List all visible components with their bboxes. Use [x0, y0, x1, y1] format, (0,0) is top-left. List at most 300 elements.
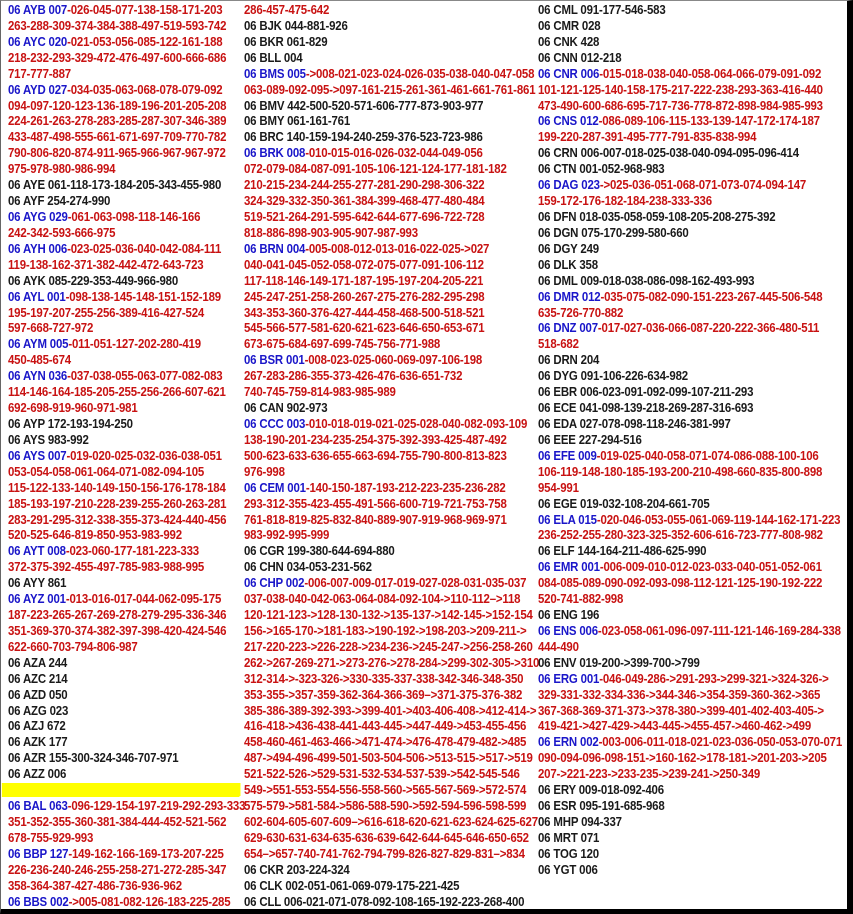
code-continuation-line: [538, 129, 842, 145]
code-prefix: 06 CCC 003: [244, 415, 306, 431]
code-text: 06 EDA 027-078-098-118-246-381-997: [538, 415, 731, 431]
code-continuation-line: [538, 527, 842, 543]
code-numbers: -023-058-061-096-097-111-121-146-169-284-338: [597, 622, 841, 638]
code-numbers: 450-485-674: [8, 352, 71, 368]
code-entry-line: [538, 416, 842, 432]
code-entry-line: [244, 18, 539, 34]
code-continuation-line: [8, 480, 245, 496]
code-numbers: 500-623-633-636-655-663-694-755-790-800-813-823: [244, 447, 507, 463]
code-numbers: 094-097-120-123-136-189-196-201-205-208: [8, 97, 227, 113]
code-continuation-line: [244, 161, 539, 177]
code-prefix: 06 BSR 001: [244, 352, 305, 368]
code-continuation-line: [244, 177, 539, 193]
code-numbers: ->025-036-051-068-071-073-074-094-147: [599, 177, 807, 193]
code-numbers: 975-978-980-986-994: [8, 161, 116, 177]
code-numbers: 602-604-605-607-609–>616-618-620-621-623-624-625-627: [244, 814, 538, 830]
code-prefix: 06 AYT 008: [8, 543, 66, 559]
code-numbers: 159-172-176-182-184-238-333-336: [538, 193, 712, 209]
code-entry-line: [8, 448, 245, 464]
code-numbers: 329-331-332-334-336->344-346->354-359-360-362->365: [538, 686, 821, 702]
code-numbers: 195-197-207-255-256-389-416-427-524: [8, 304, 205, 320]
code-entry-line: [8, 273, 245, 289]
column-2: [244, 2, 539, 910]
code-numbers: 367-368-369-371-373->378-380->399-401-402-403-405->: [538, 702, 824, 718]
code-numbers: 790-806-820-874-911-965-966-967-967-972: [8, 145, 226, 161]
code-continuation-line: [244, 289, 539, 305]
code-numbers: -034-035-063-068-078-079-092: [67, 81, 223, 97]
code-text: 06 BKR 061-829: [244, 33, 328, 49]
code-text: 06 AYY 861: [8, 575, 67, 591]
code-prefix: 06 BRN 004: [244, 240, 306, 256]
code-entry-line: [538, 798, 842, 814]
code-text: 06 AYE 061-118-173-184-205-343-455-980: [8, 177, 222, 193]
code-numbers: -061-063-098-118-146-166: [67, 208, 201, 224]
code-entry-line: [8, 655, 245, 671]
code-entry-line: [244, 113, 539, 129]
code-continuation-line: [8, 320, 245, 336]
code-continuation-line: [8, 305, 245, 321]
code-numbers: 114-146-164-185-205-255-256-266-607-621: [8, 384, 226, 400]
code-prefix: 06 DAG 023: [538, 177, 600, 193]
code-continuation-line: [8, 559, 245, 575]
code-text: 06 AYP 172-193-194-250: [8, 415, 133, 431]
code-entry-line: [244, 50, 539, 66]
code-entry-line: [538, 400, 842, 416]
code-entry-line: [538, 655, 842, 671]
code-continuation-line: [8, 257, 245, 273]
code-entry-line: [8, 846, 245, 862]
code-text: 06 YGT 006: [538, 861, 598, 877]
code-continuation-line: [8, 400, 245, 416]
code-prefix: 06 ENS 006: [538, 622, 598, 638]
code-numbers: 976-998: [244, 463, 285, 479]
code-text: 06 EEE 227-294-516: [538, 431, 642, 447]
code-entry-line: [8, 575, 245, 591]
code-numbers: 090-094-096-098-151->160-162->178-181->201-203->205: [538, 750, 827, 766]
code-prefix: 06 ERG 001: [538, 670, 600, 686]
code-numbers: 115-122-133-140-149-150-156-176-178-184: [8, 479, 226, 495]
code-entry-line: [8, 193, 245, 209]
code-numbers: 487->494-496-499-501-503-504-506->513-515->517->519: [244, 750, 533, 766]
code-continuation-line: [244, 193, 539, 209]
code-numbers: -019-020-025-032-036-038-051: [66, 447, 222, 463]
highlight-row: [2, 783, 240, 797]
code-numbers: -003-006-011-018-021-023-036-050-053-070-071: [598, 734, 843, 750]
code-text: 06 AYS 983-992: [8, 431, 89, 447]
code-entry-line: [8, 766, 245, 782]
code-prefix: 06 CHP 002: [244, 575, 305, 591]
code-entry-line: [538, 814, 842, 830]
code-continuation-line: [8, 607, 245, 623]
code-numbers: 063-089-092-095->097-161-215-261-361-461-661-761-861: [244, 81, 536, 97]
code-entry-line: [538, 209, 842, 225]
code-numbers: 549->551-553-554-556-558-560->565-567-569->572-574: [244, 782, 527, 798]
code-numbers: 351-369-370-374-382-397-398-420-424-546: [8, 622, 227, 638]
code-continuation-line: [8, 129, 245, 145]
code-continuation-line: [538, 305, 842, 321]
code-continuation-line: [244, 384, 539, 400]
code-numbers: 740-745-759-814-983-985-989: [244, 384, 396, 400]
code-prefix: 06 AYC 020: [8, 33, 68, 49]
code-continuation-line: [244, 464, 539, 480]
code-entry-line: [8, 671, 245, 687]
code-continuation-line: [244, 336, 539, 352]
code-prefix: 06 AYS 007: [8, 447, 67, 463]
code-numbers: 520-741-882-998: [538, 591, 624, 607]
code-numbers: 236-252-255-280-323-325-352-606-616-723-777-808-982: [538, 527, 823, 543]
code-entry-line: [538, 496, 842, 512]
code-numbers: 218-232-293-329-472-476-497-600-666-686: [8, 49, 227, 65]
code-entry-line: [244, 878, 539, 894]
code-numbers: -006-009-010-012-023-033-040-051-052-061: [599, 559, 822, 575]
code-continuation-line: [244, 671, 539, 687]
code-continuation-line: [538, 766, 842, 782]
code-continuation-line: [244, 320, 539, 336]
code-text: 06 AZA 244: [8, 654, 68, 670]
code-continuation-line: [244, 703, 539, 719]
code-text: 06 MHP 094-337: [538, 814, 622, 830]
code-continuation-line: [538, 591, 842, 607]
code-numbers: -023-060-177-181-223-333: [65, 543, 199, 559]
code-numbers: 120-121-123->128-130-132->135-137->142-145->152-154: [244, 607, 533, 623]
code-entry-line: [538, 113, 842, 129]
code-continuation-line: [538, 718, 842, 734]
code-entry-line: [8, 209, 245, 225]
code-continuation-line: [538, 687, 842, 703]
code-prefix: 06 AYZ 001: [8, 591, 66, 607]
code-entry-line: [538, 34, 842, 50]
code-text: 06 CAN 902-973: [244, 400, 328, 416]
code-text: 06 CMR 028: [538, 17, 601, 33]
code-prefix: 06 AYH 006: [8, 240, 68, 256]
code-numbers: -026-045-077-138-158-171-203: [67, 2, 223, 17]
code-prefix: 06 AYN 036: [8, 368, 68, 384]
code-entry-line: [244, 862, 539, 878]
code-numbers: -096-129-154-197-219-292-293-333: [67, 798, 246, 814]
code-entry-line: [8, 34, 245, 50]
code-numbers: 343-353-360-376-427-444-458-468-500-518-521: [244, 304, 485, 320]
code-numbers: 040-041-045-052-058-072-075-077-091-106-112: [244, 256, 484, 272]
code-numbers: -098-138-145-148-151-152-189: [65, 288, 221, 304]
code-numbers: 622-660-703-794-806-987: [8, 638, 138, 654]
code-entry-line: [8, 289, 245, 305]
code-continuation-line: [244, 623, 539, 639]
code-continuation-line: [8, 384, 245, 400]
code-numbers: -019-025-040-058-071-074-086-088-100-106: [596, 447, 819, 463]
code-continuation-line: [8, 161, 245, 177]
code-text: 06 TOG 120: [538, 845, 599, 861]
code-prefix: 06 EFE 009: [538, 447, 597, 463]
code-prefix: 06 ELA 015: [538, 511, 597, 527]
code-numbers: -010-015-016-026-032-044-049-056: [305, 145, 483, 161]
code-numbers: 433-487-498-555-661-671-697-709-770-782: [8, 129, 227, 145]
code-continuation-line: [244, 814, 539, 830]
code-numbers: 199-220-287-391-495-777-791-835-838-994: [538, 129, 757, 145]
code-entry-line: [8, 336, 245, 352]
code-entry-line: [244, 400, 539, 416]
code-numbers: 312-314->-323-326->330-335-337-338-342-346-348-350: [244, 670, 524, 686]
code-continuation-line: [244, 750, 539, 766]
code-continuation-line: [244, 766, 539, 782]
code-text: 06 ECE 041-098-139-218-269-287-316-693: [538, 400, 754, 416]
code-text: 06 ENV 019-200->399-700->799: [538, 654, 700, 670]
code-continuation-line: [244, 607, 539, 623]
column-1: [8, 2, 245, 910]
code-prefix: 06 BMS 005: [244, 65, 306, 81]
code-text: 06 AYF 254-274-990: [8, 193, 111, 209]
code-entry-line: [8, 432, 245, 448]
code-numbers: 761-818-819-825-832-840-889-907-919-968-969-971: [244, 511, 507, 527]
code-continuation-line: [538, 336, 842, 352]
code-continuation-line: [244, 639, 539, 655]
code-entry-line: [8, 591, 245, 607]
code-entry-line: [8, 241, 245, 257]
code-entry-line: [538, 846, 842, 862]
code-numbers: -017-027-036-066-087-220-222-366-480-511: [597, 320, 820, 336]
code-continuation-line: [538, 82, 842, 98]
code-entry-line: [538, 161, 842, 177]
code-numbers: -035-075-082-090-151-223-267-445-506-548: [600, 288, 823, 304]
code-entry-line: [538, 352, 842, 368]
code-continuation-line: [538, 193, 842, 209]
code-text: 06 AZR 155-300-324-346-707-971: [8, 750, 179, 766]
code-continuation-line: [244, 82, 539, 98]
code-continuation-line: [8, 145, 245, 161]
code-entry-line: [538, 368, 842, 384]
code-text: 06 EBR 006-023-091-092-099-107-211-293: [538, 384, 754, 400]
code-numbers: -140-150-187-193-212-223-235-236-282: [305, 479, 506, 495]
code-entry-line: [538, 734, 842, 750]
code-continuation-line: [244, 591, 539, 607]
code-numbers: 210-215-234-244-255-277-281-290-298-306-322: [244, 177, 485, 193]
code-continuation-line: [8, 862, 245, 878]
code-text: 06 AZK 177: [8, 734, 68, 750]
code-numbers: 217-220-223->226-228->234-236->245-247->256-258-260: [244, 638, 533, 654]
code-entry-line: [538, 543, 842, 559]
code-continuation-line: [244, 225, 539, 241]
code-continuation-line: [538, 98, 842, 114]
code-continuation-line: [244, 718, 539, 734]
code-numbers: 293-312-355-423-455-491-566-600-719-721-753-758: [244, 495, 507, 511]
code-continuation-line: [8, 623, 245, 639]
code-entry-line: [8, 734, 245, 750]
code-numbers: 954-991: [538, 479, 579, 495]
code-entry-line: [8, 687, 245, 703]
code-numbers: 717-777-887: [8, 65, 71, 81]
code-prefix: 06 AYB 007: [8, 2, 68, 17]
code-prefix: 06 CNR 006: [538, 65, 600, 81]
code-entry-line: [244, 145, 539, 161]
code-entry-line: [538, 2, 842, 18]
code-prefix: 06 EMR 001: [538, 559, 600, 575]
code-prefix: 06 AYD 027: [8, 81, 68, 97]
code-continuation-line: [244, 448, 539, 464]
code-numbers: -021-053-056-085-122-161-188: [67, 33, 223, 49]
code-numbers: -037-038-055-063-077-082-083: [67, 368, 223, 384]
code-entry-line: [244, 559, 539, 575]
code-numbers: 520-525-646-819-850-953-983-992: [8, 527, 182, 543]
code-entry-line: [538, 177, 842, 193]
code-prefix: 06 BAL 063: [8, 798, 68, 814]
code-continuation-line: [8, 66, 245, 82]
code-continuation-line: [8, 512, 245, 528]
code-numbers: 473-490-600-686-695-717-736-778-872-898-984-985-993: [538, 97, 823, 113]
code-text: 06 CTN 001-052-968-983: [538, 161, 665, 177]
highlight-fragment: [236, 783, 240, 796]
code-continuation-line: [8, 50, 245, 66]
code-continuation-line: [244, 368, 539, 384]
code-continuation-line: [8, 464, 245, 480]
code-numbers: -020-046-053-055-061-069-119-144-162-171-223: [596, 511, 841, 527]
code-prefix: 06 ERN 002: [538, 734, 599, 750]
code-text: 06 AYK 085-229-353-449-966-980: [8, 272, 179, 288]
code-continuation-line: [538, 480, 842, 496]
code-text: 06 ENG 196: [538, 607, 600, 623]
code-continuation-line: [244, 830, 539, 846]
code-entry-line: [244, 129, 539, 145]
code-numbers: 597-668-727-972: [8, 320, 94, 336]
code-entry-line: [538, 320, 842, 336]
code-entry-line: [8, 2, 245, 18]
code-entry-line: [244, 241, 539, 257]
code-continuation-line: [538, 464, 842, 480]
code-entry-line: [538, 671, 842, 687]
code-entry-line: [538, 273, 842, 289]
code-numbers: 518-682: [538, 336, 579, 352]
code-numbers: 575-579->581-584->586-588-590->592-594-596-598-599: [244, 798, 527, 814]
code-continuation-line: [8, 98, 245, 114]
code-numbers: 053-054-058-061-064-071-082-094-105: [8, 463, 205, 479]
code-numbers: 419-421->427-429->443-445->455-457->460-462->499: [538, 718, 812, 734]
code-numbers: 545-566-577-581-620-621-623-646-650-653-671: [244, 320, 485, 336]
code-entry-line: [538, 432, 842, 448]
code-numbers: 635-726-770-882: [538, 304, 624, 320]
code-text: 06 DRN 204: [538, 352, 600, 368]
code-numbers: 372-375-392-455-497-785-983-988-995: [8, 559, 205, 575]
code-numbers: 458-460-461-463-466->471-474->476-478-479-482->485: [244, 734, 527, 750]
code-continuation-line: [244, 432, 539, 448]
code-numbers: 267-283-286-355-373-426-476-636-651-732: [244, 368, 463, 384]
code-continuation-line: [538, 750, 842, 766]
code-entry-line: [538, 289, 842, 305]
code-text: 06 DYG 091-106-226-634-982: [538, 368, 688, 384]
code-numbers: -086-089-106-115-133-139-147-172-174-187: [598, 113, 820, 129]
code-text: 06 AZZ 006: [8, 766, 67, 782]
code-numbers: -013-016-017-044-062-095-175: [65, 591, 222, 607]
code-numbers: 245-247-251-258-260-267-275-276-282-295-298: [244, 288, 485, 304]
code-text: 06 BMY 061-161-761: [244, 113, 351, 129]
code-numbers: 324-329-332-350-361-384-399-468-477-480-484: [244, 193, 485, 209]
code-numbers: ->005-081-082-126-183-225-285: [68, 893, 231, 909]
code-continuation-line: [8, 225, 245, 241]
code-entry-line: [538, 257, 842, 273]
code-continuation-line: [8, 527, 245, 543]
code-entry-line: [244, 543, 539, 559]
code-numbers: 156->165-170->181-183->190-192->198-203->209-211->: [244, 622, 527, 638]
code-entry-line: [538, 18, 842, 34]
code-text: 06 ERY 009-018-092-406: [538, 782, 664, 798]
code-prefix: 06 BBS 002: [8, 893, 69, 909]
code-entry-line: [538, 50, 842, 66]
code-entry-line: [538, 448, 842, 464]
code-text: 06 CHN 034-053-231-562: [244, 559, 372, 575]
code-numbers: 629-630-631-634-635-636-639-642-644-645-646-650-652: [244, 829, 529, 845]
code-continuation-line: [244, 512, 539, 528]
code-numbers: 286-457-475-642: [244, 2, 330, 17]
code-entry-line: [538, 225, 842, 241]
code-continuation-line: [244, 273, 539, 289]
code-numbers: 678-755-929-993: [8, 829, 94, 845]
code-numbers: -005-008-012-013-016-022-025->027: [305, 240, 490, 256]
code-numbers: 351-352-355-360-381-384-444-452-521-562: [8, 814, 227, 830]
code-entry-line: [538, 145, 842, 161]
code-text: 06 AZJ 672: [8, 718, 66, 734]
code-numbers: 521-522-526->529-531-532-534-537-539->542-545-546: [244, 766, 520, 782]
code-numbers: 654–>657-740-741-762-794-799-826-827-829-831–>834: [244, 845, 525, 861]
code-entry-line: [8, 703, 245, 719]
code-continuation-line: [244, 527, 539, 543]
code-continuation-line: [538, 703, 842, 719]
code-numbers: 519-521-264-291-595-642-644-677-696-722-728: [244, 208, 485, 224]
code-numbers: 818-886-898-903-905-907-987-993: [244, 224, 418, 240]
code-entry-line: [538, 623, 842, 639]
code-continuation-line: [244, 2, 539, 18]
code-continuation-line: [8, 830, 245, 846]
code-numbers: 072-079-084-087-091-105-106-121-124-177-181-182: [244, 161, 507, 177]
code-numbers: 358-364-387-427-486-736-936-962: [8, 877, 182, 893]
code-continuation-line: [8, 878, 245, 894]
code-numbers: ->008-021-023-024-026-035-038-040-047-058: [305, 65, 535, 81]
code-continuation-line: [538, 639, 842, 655]
code-text: 06 BRC 140-159-194-240-259-376-523-723-986: [244, 129, 483, 145]
code-continuation-line: [244, 209, 539, 225]
code-entry-line: [538, 66, 842, 82]
code-text: 06 BJK 044-881-926: [244, 17, 348, 33]
code-numbers: 117-118-146-149-171-187-195-197-204-205-221: [244, 272, 484, 288]
code-text: 06 EGE 019-032-108-204-661-705: [538, 495, 710, 511]
code-numbers: 106-119-148-180-185-193-200-210-498-660-835-800-898: [538, 463, 823, 479]
code-continuation-line: [8, 352, 245, 368]
code-text: 06 DGN 075-170-299-580-660: [538, 224, 689, 240]
code-continuation-line: [8, 113, 245, 129]
code-text: 06 AZG 023: [8, 702, 69, 718]
code-numbers: 692-698-919-960-971-981: [8, 400, 138, 416]
code-text: 06 BMV 442-500-520-571-606-777-873-903-977: [244, 97, 484, 113]
code-entry-line: [244, 480, 539, 496]
code-entry-line: [538, 862, 842, 878]
code-numbers: 084-085-089-090-092-093-098-112-121-125-190-192-222: [538, 575, 823, 591]
code-numbers: -010-018-019-021-025-028-040-082-093-109: [305, 415, 528, 431]
code-entry-line: [244, 34, 539, 50]
code-numbers: 385-386-389-392-393->399-401->403-406-408->412-414->: [244, 702, 537, 718]
code-entry-line: [8, 177, 245, 193]
code-text: 06 MRT 071: [538, 829, 600, 845]
code-entry-line: [538, 830, 842, 846]
code-entry-line: [8, 416, 245, 432]
code-numbers: 185-193-197-210-228-239-255-260-263-281: [8, 495, 227, 511]
code-text: 06 DFN 018-035-058-059-108-205-208-275-392: [538, 208, 776, 224]
code-numbers: 138-190-201-234-235-254-375-392-393-425-487-492: [244, 431, 507, 447]
code-text: 06 AZD 050: [8, 686, 68, 702]
code-numbers: -046-049-286->291-293->299-321->324-326->: [599, 670, 829, 686]
code-entry-line: [244, 66, 539, 82]
code-text: 06 DLK 358: [538, 256, 598, 272]
code-entry-line: [8, 368, 245, 384]
code-entry-line: [538, 512, 842, 528]
code-entry-line: [538, 241, 842, 257]
code-numbers: 416-418->436-438-441-443-445->447-449->453-455-456: [244, 718, 527, 734]
code-entry-line: [538, 559, 842, 575]
